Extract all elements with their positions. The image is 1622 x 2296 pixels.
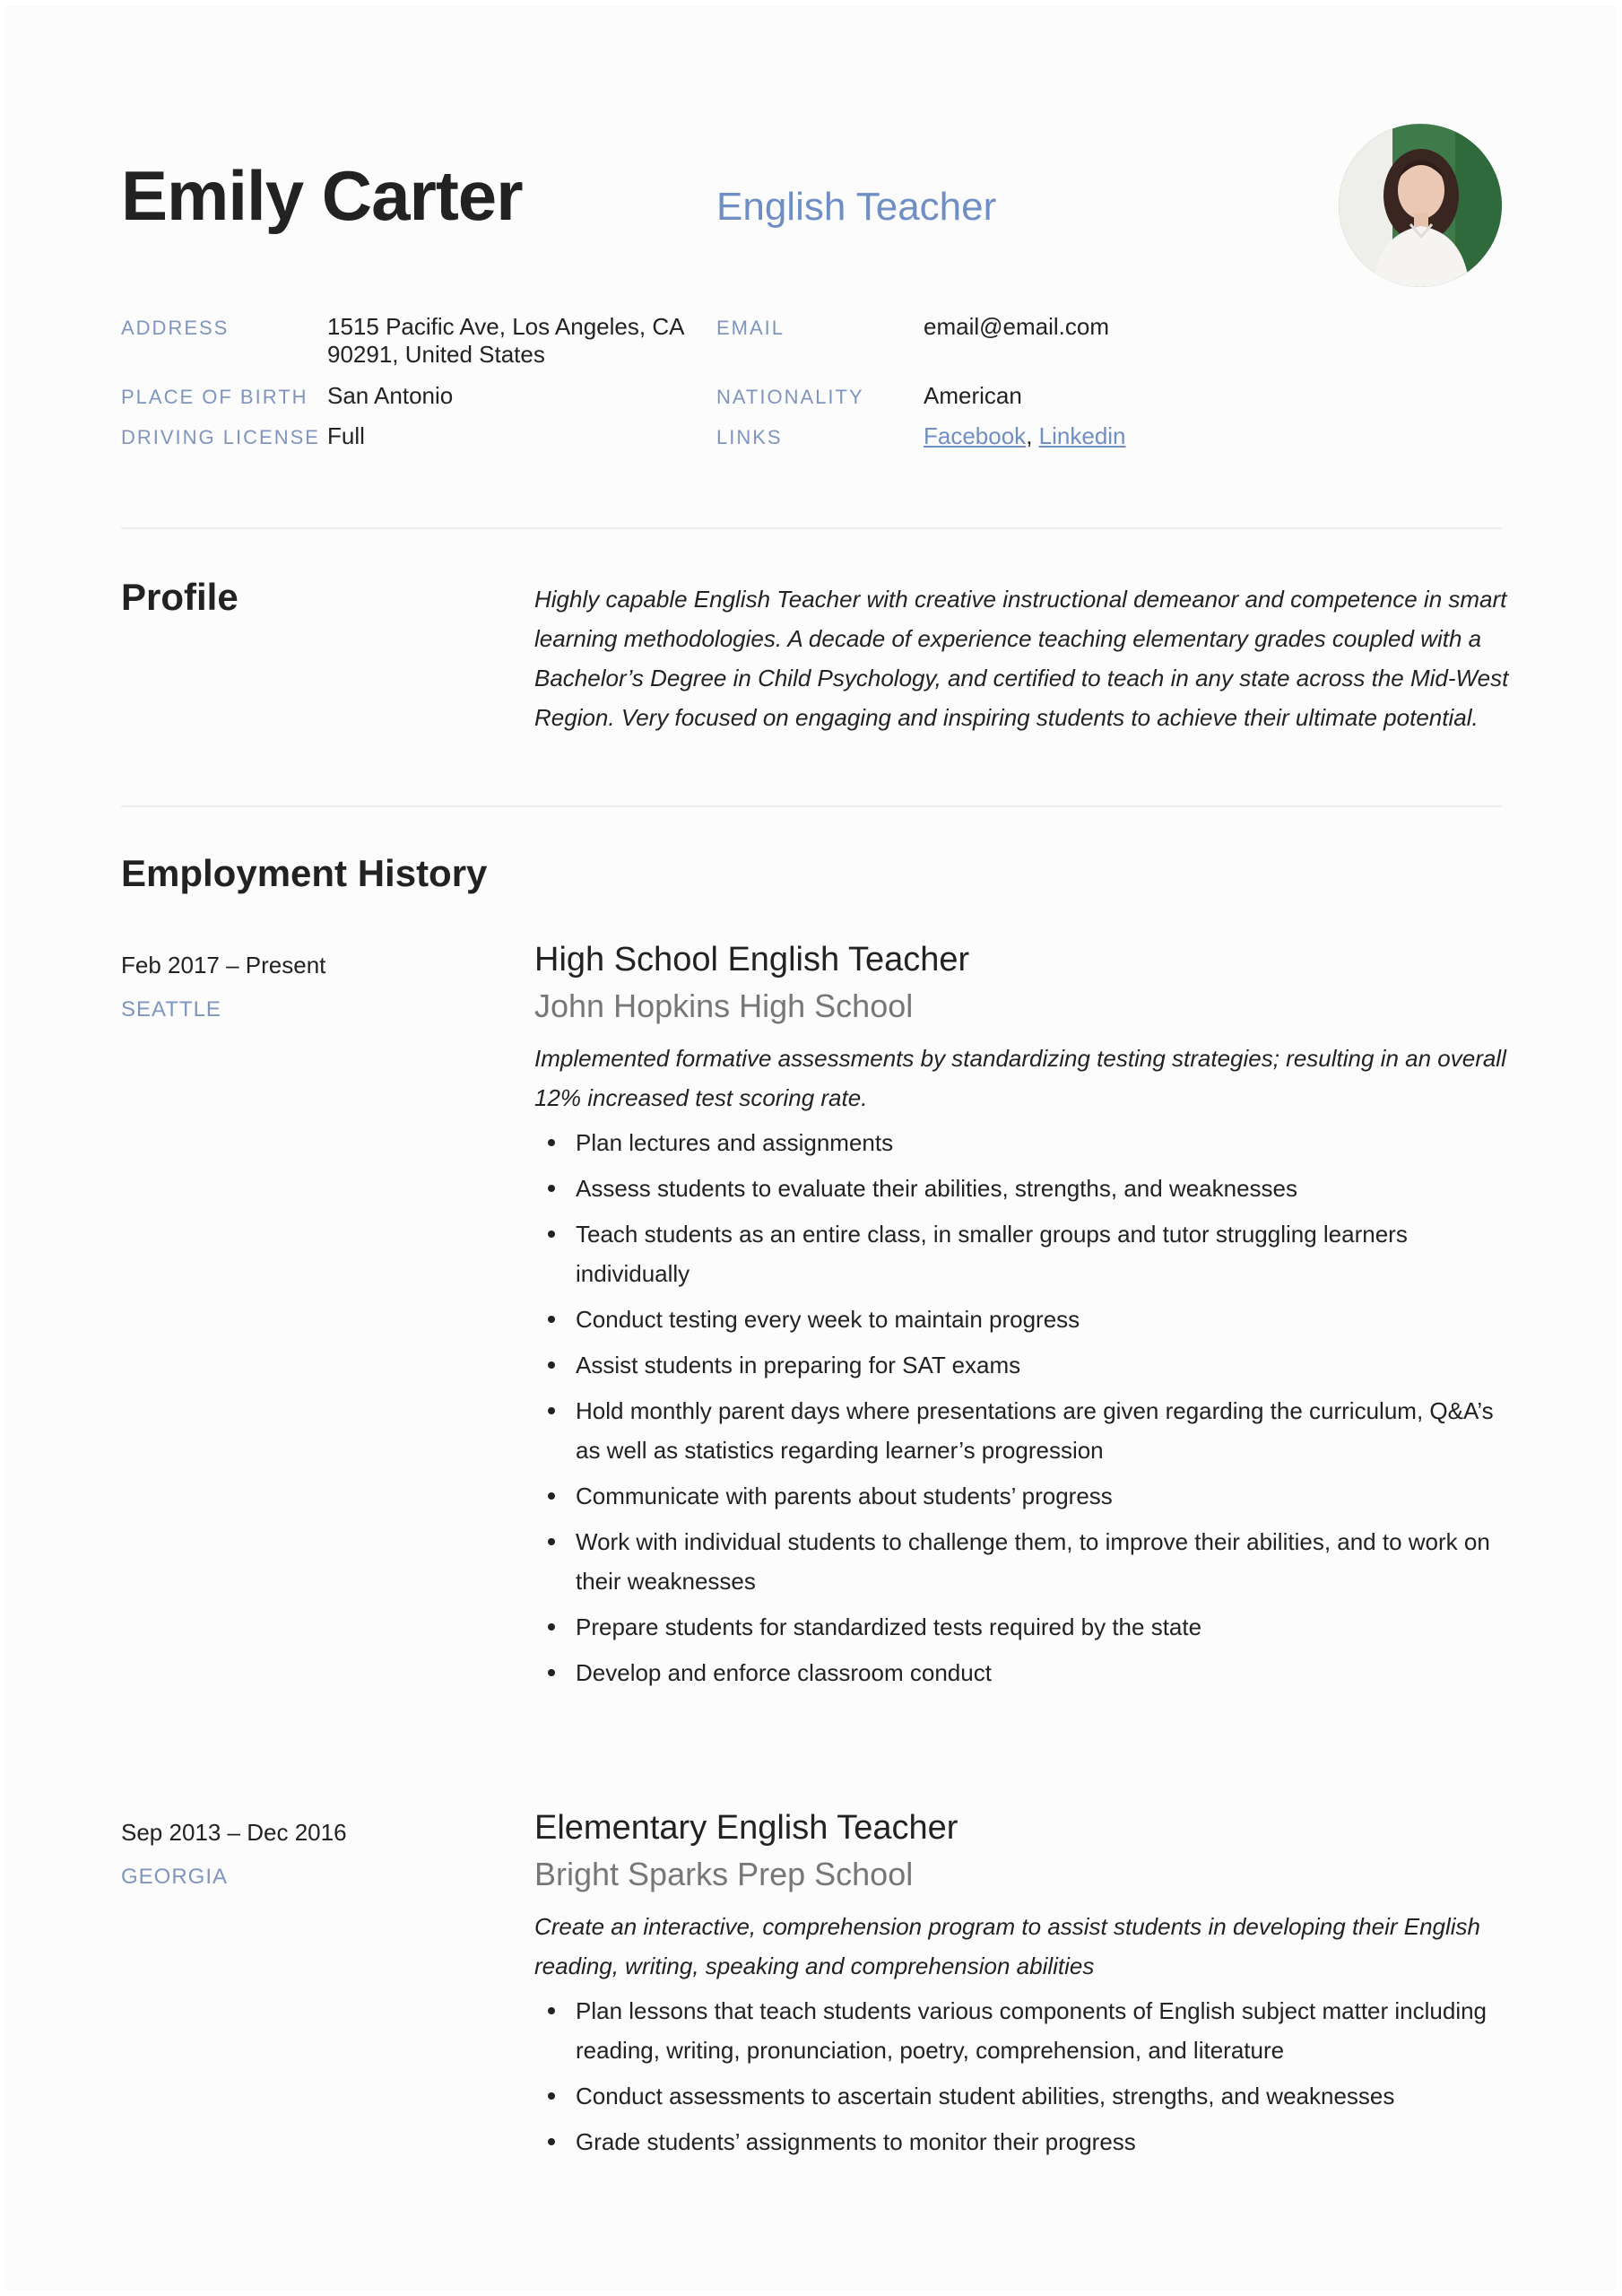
list-item: Plan lectures and assignments <box>534 1123 1512 1162</box>
list-item: Communicate with parents about students’ progress <box>534 1476 1512 1516</box>
list-item: Conduct assessments to ascertain student abilities, strengths, and weaknesses <box>534 2076 1512 2116</box>
list-item: Teach students as an entire class, in smaller groups and tutor struggling learners individually <box>534 1214 1512 1293</box>
job-employer: Bright Sparks Prep School <box>534 1856 914 1892</box>
nationality-value: American <box>924 382 1022 409</box>
job-dates: Feb 2017 – Present <box>121 952 326 978</box>
candidate-name: Emily Carter <box>121 156 523 235</box>
email-value: email@email.com <box>924 313 1109 340</box>
profile-photo <box>1339 124 1502 287</box>
address-label: ADDRESS <box>121 317 230 339</box>
birth-value: San Antonio <box>327 382 454 409</box>
links-separator: , <box>1026 422 1033 449</box>
job-city: SEATTLE <box>121 997 221 1022</box>
profile-photo-image <box>1339 124 1502 287</box>
license-label: DRIVING LICENSE <box>121 426 320 448</box>
list-item: Develop and enforce classroom conduct <box>534 1653 1512 1692</box>
facebook-link[interactable]: Facebook <box>924 422 1027 449</box>
list-item: Prepare students for standardized tests required by the state <box>534 1607 1512 1647</box>
license-value: Full <box>327 422 365 449</box>
job-city: GEORGIA <box>121 1865 229 1889</box>
profile-text: Highly capable English Teacher with creative instructional demeanor and competence in smart learning methodologies. A decade of experience teaching elementary grades coupled with a Bachelor’s Degree in Child Psychology, and certified to teach in any state across the Mid-West Region. Very focused on engaging and inspiring students to achieve their ultimate potential. <box>534 586 1509 731</box>
job-entry <box>534 936 1512 1699</box>
address-line-1: 1515 Pacific Ave, Los Angeles, CA <box>327 313 685 340</box>
profile-heading: Profile <box>121 576 239 618</box>
divider-top <box>121 527 1502 529</box>
job-dates: Sep 2013 – Dec 2016 <box>121 1819 347 1846</box>
links-label: LINKS <box>716 426 783 448</box>
job-summary: Create an interactive, comprehension program to assist students in developing their English reading, writing, speaking and comprehension abilities <box>534 1913 1481 1979</box>
linkedin-link[interactable]: Linkedin <box>1038 422 1126 449</box>
employment-heading: Employment History <box>121 852 488 894</box>
list-item: Assist students in preparing for SAT exams <box>534 1345 1512 1385</box>
divider-middle <box>121 805 1502 807</box>
job-role: Elementary English Teacher <box>534 1809 958 1847</box>
email-label: EMAIL <box>716 317 785 339</box>
address-value <box>327 313 684 369</box>
job-duties-list <box>534 1123 1512 1692</box>
list-item: Hold monthly parent days where presentations are given regarding the curriculum, Q&A’s as well as statistics regarding learner’s progression <box>534 1391 1512 1470</box>
job-entry <box>534 1805 1512 2168</box>
candidate-job-title: English Teacher <box>716 185 997 229</box>
job-duties-list <box>534 1991 1512 2161</box>
list-item: Conduct testing every week to maintain progress <box>534 1300 1512 1339</box>
address-line-2: 90291, United States <box>327 341 545 368</box>
list-item: Plan lessons that teach students various components of English subject matter including reading, writing, pronunciation, poetry, comprehension, and literature <box>534 1991 1512 2070</box>
list-item: Work with individual students to challenge them, to improve their abilities, and to work on their weaknesses <box>534 1522 1512 1601</box>
job-summary: Implemented formative assessments by standardizing testing strategies; resulting in an overall 12% increased test scoring rate. <box>534 1045 1506 1111</box>
links-value <box>924 422 1126 450</box>
list-item: Assess students to evaluate their abilities, strengths, and weaknesses <box>534 1169 1512 1208</box>
birth-label: PLACE OF BIRTH <box>121 386 308 408</box>
list-item: Grade students’ assignments to monitor their progress <box>534 2122 1512 2161</box>
job-employer: John Hopkins High School <box>534 987 914 1024</box>
resume-page <box>5 5 1617 2291</box>
job-role: High School English Teacher <box>534 941 970 978</box>
nationality-label: NATIONALITY <box>716 386 864 408</box>
